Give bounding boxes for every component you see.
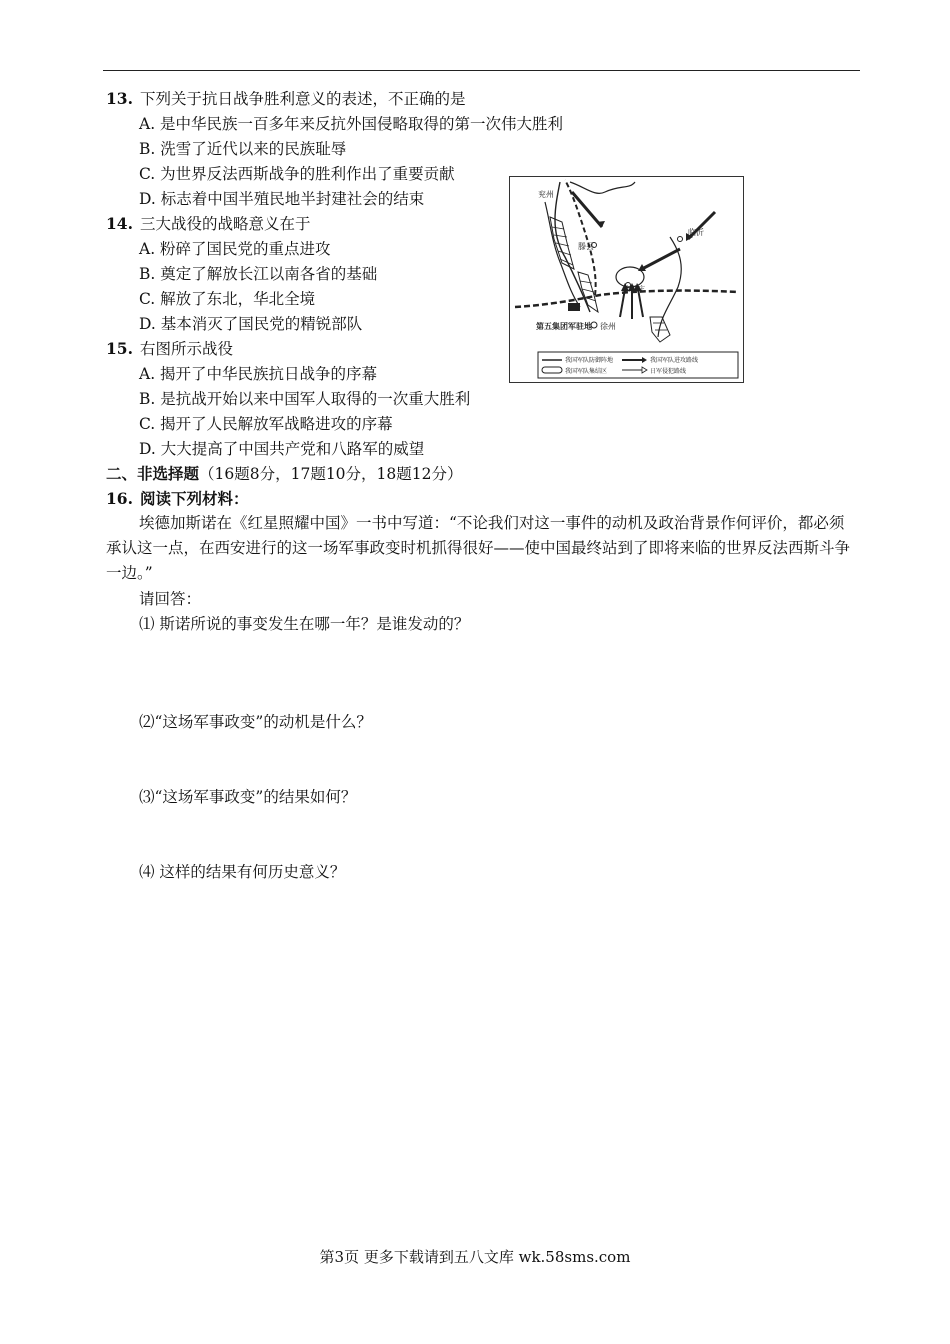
q13-option-a: A. 是中华民族一百多年来反抗外国侵略取得的第一次伟大胜利 [139,115,564,133]
own-arrow [638,289,643,317]
page-footer: 第3页 更多下载请到五八文库 wk.58sms.com [319,1248,631,1266]
q16-sub-3: ⑶“这场军事政变”的结果如何？ [139,788,357,806]
question-number: 15. [106,339,133,358]
battle-map-svg [510,177,743,382]
q13-option-b: B. 洗雪了近代以来的民族耻辱 [139,140,347,158]
q15-option-d: D. 大大提高了中国共产党和八路军的威望 [139,440,425,458]
legend-advance: 我国军队进攻路线 [650,357,699,364]
town-marker [678,237,683,242]
q15-option-a: A. 揭开了中华民族抗日战争的序幕 [139,365,378,383]
q14-option-d: D. 基本消灭了国民党的精锐部队 [139,315,363,333]
label-tengxian: 滕县 [578,242,594,251]
question-number: 16. [106,489,133,508]
q16-material: 埃德加斯诺在《红星照耀中国》一书中写道：“不论我们对这一事件的动机及政治背景作何评价，都必须承认这一点，在西安进行的这一场军事政变时机抓得很好——使中国最终站到了即将来临的世界反法西斯斗争一边。” [106,514,851,582]
question-16-stem: 16. 阅读下列材料： [106,489,249,508]
railway-line [515,291,738,307]
legend-assembly: 我国军队集结区 [565,368,608,375]
hq-flag [568,303,580,311]
label-taierzhuang: 台儿庄 [624,285,645,293]
question-14-stem: 14. 三大战役的战略意义在于 [106,214,311,233]
q16-sub-4: ⑷ 这样的结果有何历史意义？ [139,863,346,881]
defense-zone [650,317,670,342]
label-yanzhou: 兖州 [538,190,554,199]
label-hq: 第五集团军驻地 [536,322,592,331]
q13-option-d: D. 标志着中国半殖民地半封建社会的结束 [139,190,425,208]
question-13-stem: 13. 下列关于抗日战争胜利意义的表述，不正确的是 [106,89,466,108]
enemy-arrow [642,249,680,269]
legend-enemy: 日军侵犯路线 [650,368,687,375]
q14-option-c: C. 解放了东北，华北全境 [139,290,316,308]
question-15-stem: 15. 右图所示战役 [106,339,234,358]
q14-option-a: A. 粉碎了国民党的重点进攻 [139,240,331,258]
legend-assembly-symbol [542,367,562,373]
q16-prompt: 请回答： [139,590,202,608]
legend-defense: 我国军队防御阵地 [565,357,614,364]
railway-line [565,180,596,295]
river-line [570,182,635,193]
question-number: 13. [106,89,133,108]
label-xuzhou: 徐州 [600,322,616,331]
q15-option-c: C. 揭开了人民解放军战略进攻的序幕 [139,415,393,433]
q15-option-b: B. 是抗战开始以来中国军人取得的一次重大胜利 [139,390,471,408]
q16-sub-1: ⑴ 斯诺所说的事变发生在哪一年？是谁发动的？ [139,615,470,633]
section-2-heading: 二、非选择题（16题8分，17题10分，18题12分） [106,464,463,483]
river-line [658,237,681,337]
battle-map-figure [509,176,744,383]
q16-sub-2: ⑵“这场军事政变”的动机是什么？ [139,713,372,731]
question-number: 14. [106,214,133,233]
q14-option-b: B. 奠定了解放长江以南各省的基础 [139,265,378,283]
label-linyi: 临沂 [688,228,704,237]
header-rule [103,70,860,71]
q13-option-c: C. 为世界反法西斯战争的胜利作出了重要贡献 [139,165,455,183]
